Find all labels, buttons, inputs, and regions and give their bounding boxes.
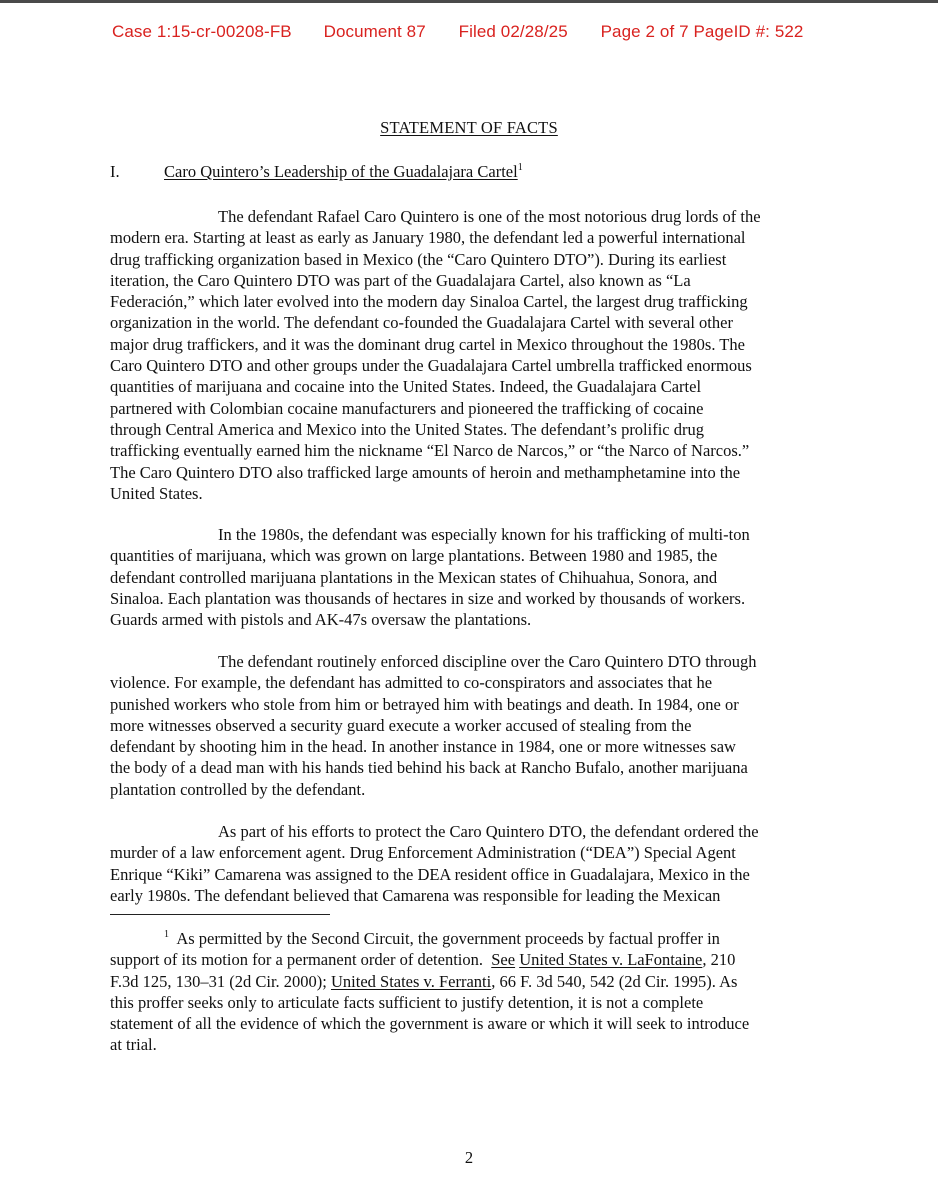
footnote-reference: 1 bbox=[517, 162, 523, 173]
filed-date: Filed 02/28/25 bbox=[458, 22, 568, 41]
footnote-line: at trial. bbox=[110, 1035, 157, 1055]
paragraph-line: plantation controlled by the defendant. bbox=[110, 779, 366, 799]
paragraph-line: iteration, the Caro Quintero DTO was part of the Guadalajara Cartel, also known as “La bbox=[110, 270, 691, 290]
page-title: STATEMENT OF FACTS bbox=[380, 118, 558, 137]
paragraph-line: murder of a law enforcement agent. Drug Enforcement Administration (“DEA”) Special Agent bbox=[110, 843, 736, 863]
page-id: Page 2 of 7 PageID #: 522 bbox=[600, 22, 804, 41]
paragraph-line: organization in the world. The defendant co-founded the Guadalajara Cartel with several other bbox=[110, 313, 733, 333]
footnote-line bbox=[110, 971, 830, 992]
footnote-marker: 1 bbox=[164, 929, 169, 940]
footnote-text: , 210 bbox=[702, 950, 736, 970]
paragraph-2 bbox=[110, 524, 830, 630]
paragraph-1 bbox=[110, 206, 830, 504]
paragraph-line: quantities of marijuana and cocaine into the United States. Indeed, the Guadalajara Cartel bbox=[110, 377, 702, 397]
paragraph-line: Federación,” which later evolved into the modern day Sinaloa Cartel, the largest drug trafficking bbox=[110, 292, 748, 312]
see-signal: See bbox=[491, 950, 516, 970]
footnote bbox=[110, 928, 830, 1056]
paragraph-line: more witnesses observed a security guard execute a worker accused of stealing from the bbox=[110, 715, 692, 735]
paragraph-line: Enrique “Kiki” Camarena was assigned to the DEA resident office in Guadalajara, Mexico in the bbox=[110, 864, 750, 884]
paragraph-line: Caro Quintero DTO and other groups under the Guadalajara Cartel umbrella trafficked enormous bbox=[110, 356, 752, 376]
paragraph-line: United States. bbox=[110, 483, 203, 503]
paragraph-line: In the 1980s, the defendant was especially known for his trafficking of multi-ton bbox=[218, 525, 750, 544]
footnote-divider bbox=[110, 914, 330, 915]
footnote-text: , 66 F. 3d 540, 542 (2d Cir. 1995). As bbox=[491, 971, 738, 991]
footnote-line: this proffer seeks only to articulate facts sufficient to justify detention, it is not a complete bbox=[110, 992, 704, 1012]
paragraph-line: through Central America and Mexico into the United States. The defendant’s prolific drug bbox=[110, 419, 704, 439]
paragraph-3 bbox=[110, 651, 830, 800]
paragraph-line: early 1980s. The defendant believed that Camarena was responsible for leading the Mexican bbox=[110, 885, 721, 905]
footnote-line bbox=[110, 928, 830, 949]
paragraph-line: The Caro Quintero DTO also trafficked large amounts of heroin and methamphetamine into the bbox=[110, 462, 741, 482]
paragraph-line: Sinaloa. Each plantation was thousands of hectares in size and worked by thousands of workers. bbox=[110, 588, 746, 608]
footnote-line bbox=[110, 949, 830, 970]
top-border bbox=[0, 0, 938, 3]
paragraph-line: The defendant routinely enforced discipline over the Caro Quintero DTO through bbox=[218, 652, 757, 671]
case-number: Case 1:15-cr-00208-FB bbox=[112, 22, 292, 41]
paragraph-line: defendant controlled marijuana plantations in the Mexican states of Chihuahua, Sonora, and bbox=[110, 567, 718, 587]
paragraph-line: punished workers who stole from him or betrayed him with beatings and death. In 1984, one or bbox=[110, 694, 739, 714]
section-title: Caro Quintero’s Leadership of the Guadalajara Cartel bbox=[164, 162, 518, 181]
paragraph-line: As part of his efforts to protect the Caro Quintero DTO, the defendant ordered the bbox=[218, 822, 759, 841]
paragraph-4 bbox=[110, 821, 830, 906]
paragraph-line: partnered with Colombian cocaine manufacturers and pioneered the trafficking of cocaine bbox=[110, 398, 704, 418]
paragraph-line: major drug traffickers, and it was the dominant drug cartel in Mexico throughout the 1980s. The bbox=[110, 334, 745, 354]
page-number: 2 bbox=[464, 1148, 474, 1167]
paragraph-line: quantities of marijuana, which was grown on large plantations. Between 1980 and 1985, the bbox=[110, 546, 718, 566]
footnote-text: support of its motion for a permanent order of detention. bbox=[110, 950, 483, 970]
section-number: I. bbox=[110, 162, 120, 181]
case-citation-ferranti: United States v. Ferranti bbox=[330, 971, 492, 991]
paragraph-line: defendant by shooting him in the head. In another instance in 1984, one or more witnesses saw bbox=[110, 737, 736, 757]
footnote-text: As permitted by the Second Circuit, the government proceeds by factual proffer in bbox=[176, 929, 720, 948]
filing-header bbox=[112, 22, 803, 42]
paragraph-line: drug trafficking organization based in Mexico (the “Caro Quintero DTO”). During its earliest bbox=[110, 249, 727, 269]
case-citation-lafontaine: United States v. LaFontaine bbox=[519, 950, 703, 970]
footnote-line: statement of all the evidence of which the government is aware or which it will seek to introduce bbox=[110, 1014, 750, 1034]
document-number: Document 87 bbox=[323, 22, 426, 41]
paragraph-line: the body of a dead man with his hands tied behind his back at Rancho Bufalo, another marijuana bbox=[110, 758, 748, 778]
footnote-text: F.3d 125, 130–31 (2d Cir. 2000); bbox=[110, 971, 327, 991]
section-heading bbox=[110, 162, 523, 182]
paragraph-line: The defendant Rafael Caro Quintero is one of the most notorious drug lords of the bbox=[218, 207, 761, 226]
paragraph-line: trafficking eventually earned him the nickname “El Narco de Narcos,” or “the Narco of Narcos.” bbox=[110, 441, 750, 461]
paragraph-line: violence. For example, the defendant has admitted to co-conspirators and associates that he bbox=[110, 673, 713, 693]
paragraph-line: modern era. Starting at least as early as January 1980, the defendant led a powerful international bbox=[110, 228, 746, 248]
paragraph-line: Guards armed with pistols and AK-47s oversaw the plantations. bbox=[110, 610, 532, 630]
